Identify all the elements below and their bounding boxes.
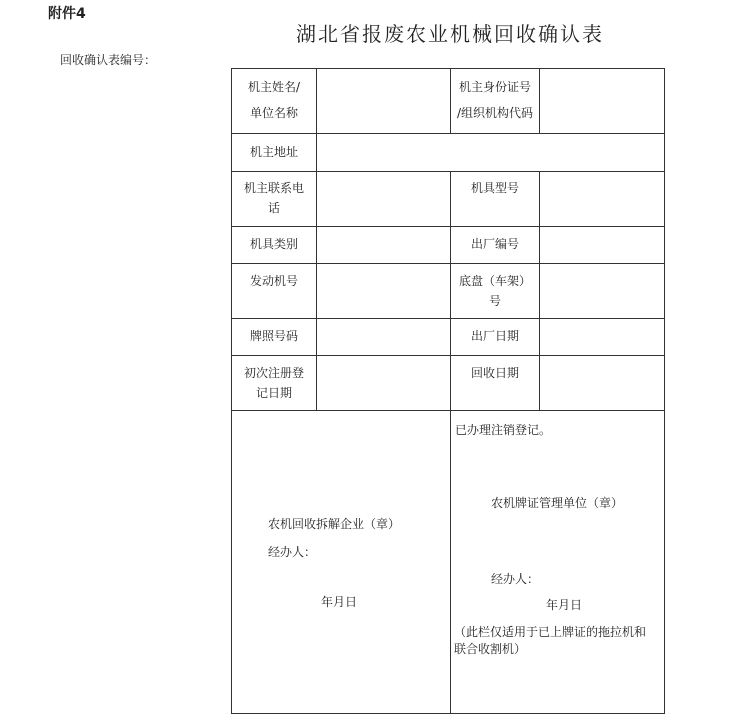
- owner-address-label: 机主地址: [249, 145, 298, 159]
- recycling-company-seal: 农机回收拆解企业（章）: [268, 517, 401, 531]
- applicability-note-line2: 联合收割机）: [454, 642, 527, 656]
- plate-number-label: 牌照号码: [249, 329, 298, 343]
- machine-category-field[interactable]: [317, 227, 449, 262]
- first-registration-label: 初次注册登 记日期: [243, 366, 304, 400]
- row-divider: [232, 410, 664, 411]
- attachment-label: 附件4: [48, 6, 86, 22]
- factory-number-label: 出厂编号: [470, 237, 519, 251]
- right-date-label: 年月日: [546, 598, 583, 612]
- col-divider: [450, 410, 451, 713]
- owner-address-field[interactable]: [317, 134, 664, 170]
- confirmation-form: [231, 68, 665, 714]
- engine-number-field[interactable]: [317, 264, 449, 317]
- recovery-date-label: 回收日期: [470, 366, 519, 380]
- left-date-label: 年月日: [321, 595, 358, 609]
- machine-category-label: 机具类别: [249, 237, 298, 251]
- form-number-label: 回收确认表编号：: [60, 53, 157, 67]
- factory-date-label: 出厂日期: [470, 329, 519, 343]
- deregistration-note: 已办理注销登记。: [455, 423, 552, 437]
- left-handler-label: 经办人：: [268, 545, 317, 559]
- license-unit-seal: 农机牌证管理单位（章）: [491, 496, 624, 510]
- chassis-number-label: 底盘（车架） 号: [458, 274, 531, 308]
- owner-id-label: 机主身份证号 /组织机构代码: [456, 80, 534, 120]
- owner-name-label: 机主姓名/ 单位名称: [247, 80, 301, 120]
- owner-name-field[interactable]: [317, 70, 449, 132]
- factory-number-field[interactable]: [540, 227, 664, 262]
- engine-number-label: 发动机号: [249, 274, 298, 288]
- machine-model-field[interactable]: [540, 172, 664, 225]
- owner-phone-label: 机主联系电 话: [243, 181, 304, 215]
- owner-phone-field[interactable]: [317, 172, 449, 225]
- applicability-note-line1: （此栏仅适用于已上牌证的拖拉机和: [454, 625, 647, 639]
- right-handler-label: 经办人：: [491, 572, 540, 586]
- factory-date-field[interactable]: [540, 319, 664, 354]
- owner-id-field[interactable]: [540, 70, 664, 132]
- first-registration-field[interactable]: [317, 356, 449, 409]
- recovery-date-field[interactable]: [540, 356, 664, 409]
- machine-model-label: 机具型号: [470, 181, 519, 195]
- plate-number-field[interactable]: [317, 319, 449, 354]
- form-title: 湖北省报废农业机械回收确认表: [296, 22, 604, 46]
- chassis-number-field[interactable]: [540, 264, 664, 317]
